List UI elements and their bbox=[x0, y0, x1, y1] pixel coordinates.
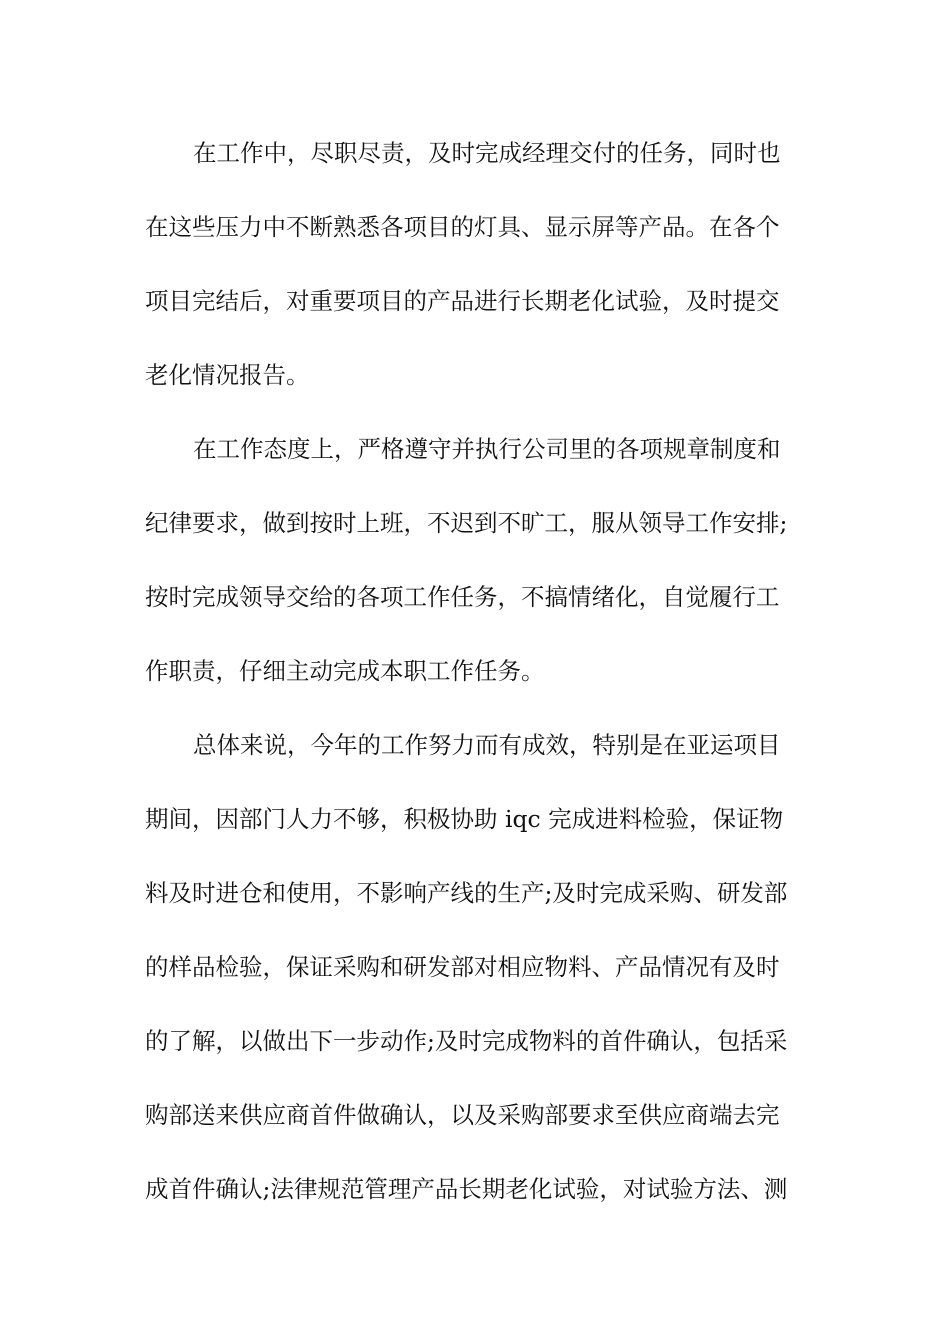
paragraph-3-line-6: 购部送来供应商首件做确认，以及采购部要求至供应商端去完 bbox=[145, 1101, 780, 1129]
paragraph-2-line-4: 作职责，仔细主动完成本职工作任务。 bbox=[145, 657, 545, 685]
paragraph-2-line-3: 按时完成领导交给的各项工作任务，不搞情绪化，自觉履行工 bbox=[145, 583, 780, 611]
paragraph-1-line-4: 老化情况报告。 bbox=[145, 361, 310, 389]
paragraph-1-line-1: 在工作中，尽职尽责，及时完成经理交付的任务，同时也 bbox=[193, 139, 781, 167]
paragraph-3-line-1: 总体来说，今年的工作努力而有成效，特别是在亚运项目 bbox=[193, 731, 781, 759]
paragraph-3-line-4: 的样品检验，保证采购和研发部对相应物料、产品情况有及时 bbox=[145, 953, 780, 981]
paragraph-1-line-3: 项目完结后，对重要项目的产品进行长期老化试验，及时提交 bbox=[145, 287, 780, 315]
paragraph-3-line-5: 的了解，以做出下一步动作;及时完成物料的首件确认，包括采 bbox=[145, 1027, 788, 1055]
paragraph-3-line-3: 料及时进仓和使用，不影响产线的生产;及时完成采购、研发部 bbox=[145, 879, 788, 907]
paragraph-2-line-2: 纪律要求，做到按时上班，不迟到不旷工，服从领导工作安排; bbox=[145, 509, 788, 537]
paragraph-1-line-2: 在这些压力中不断熟悉各项目的灯具、显示屏等产品。在各个 bbox=[145, 213, 780, 241]
paragraph-2-line-1: 在工作态度上，严格遵守并执行公司里的各项规章制度和 bbox=[193, 435, 781, 463]
paragraph-3-line-2: 期间，因部门人力不够，积极协助 iqc 完成进料检验，保证物 bbox=[145, 805, 784, 833]
paragraph-3-line-7: 成首件确认;法律规范管理产品长期老化试验，对试验方法、测 bbox=[145, 1175, 788, 1203]
